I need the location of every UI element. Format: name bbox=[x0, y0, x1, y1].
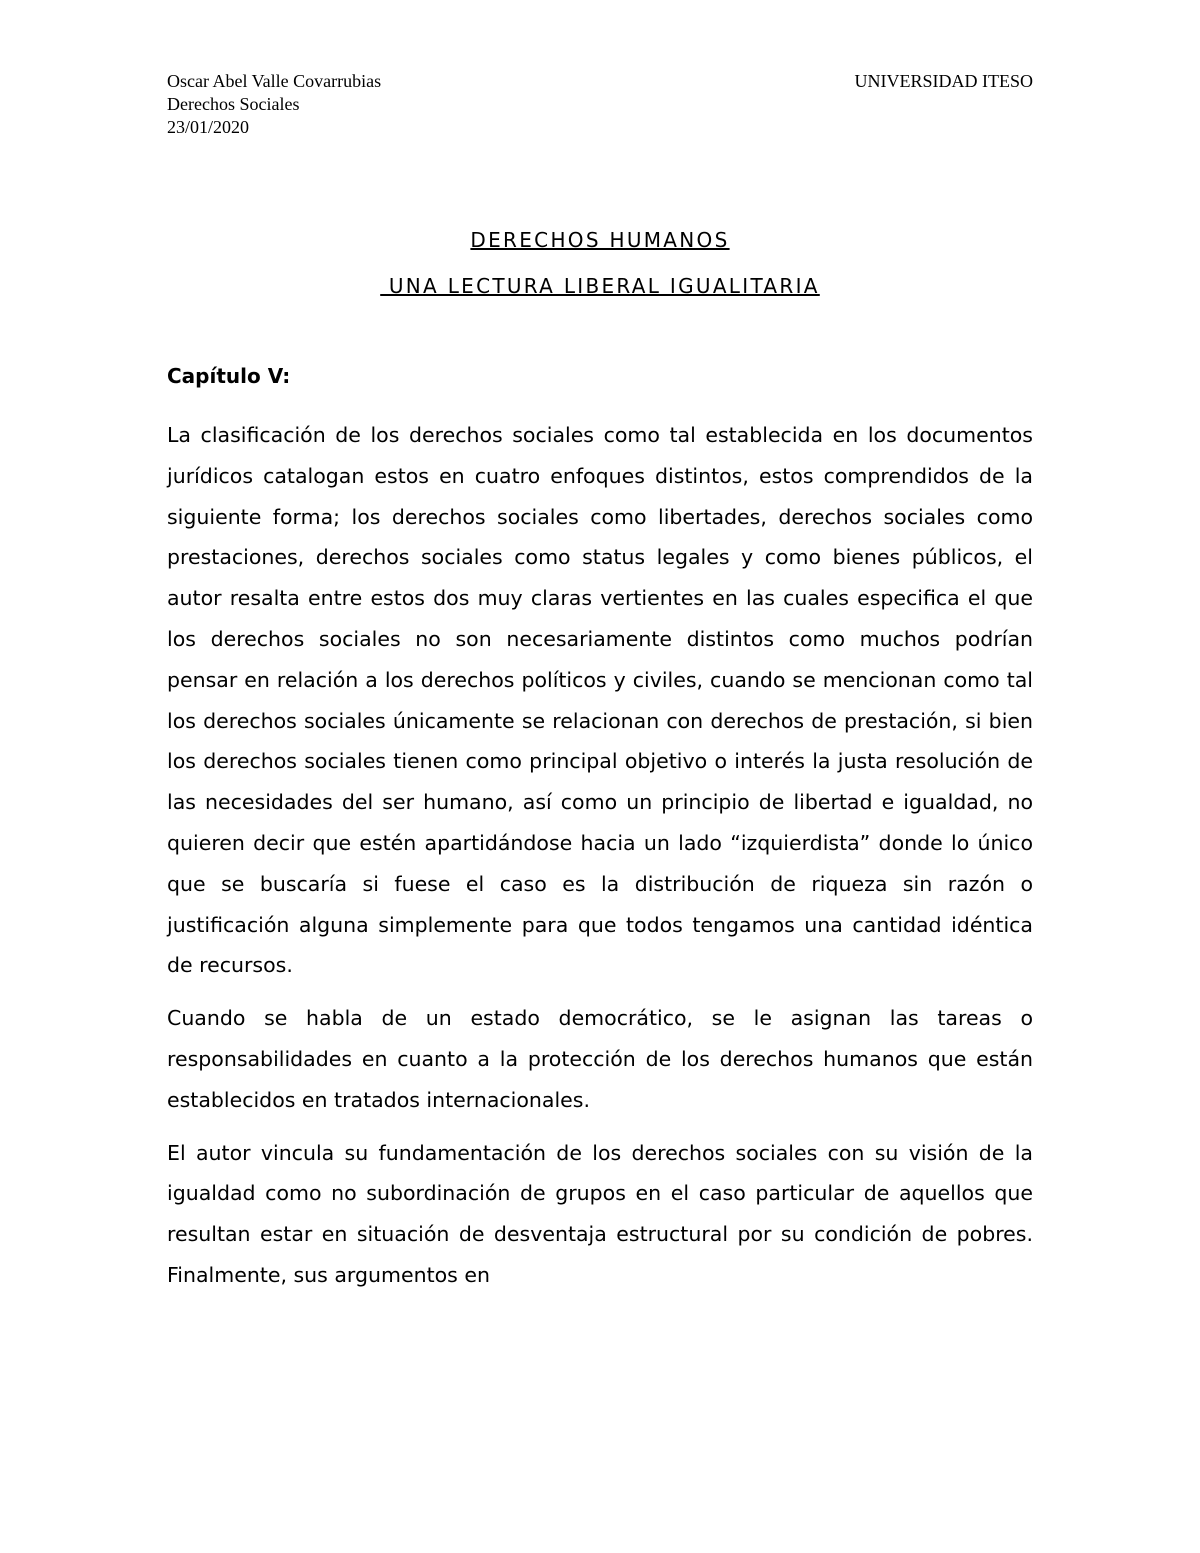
title-line-2: UNA LECTURA LIBERAL IGUALITARIA bbox=[380, 274, 820, 298]
paragraph: El autor vincula su fundamentación de los derechos sociales con su visión de la igualdad como no subordinación de grupos en el caso particular de aquellos que resultan estar en situación de desventaja estructural por su condición de pobres. Finalmente, sus argumentos en bbox=[167, 1140, 1033, 1287]
title-line-1: DERECHOS HUMANOS bbox=[470, 228, 730, 252]
paragraph: Cuando se habla de un estado democrático, se le asignan las tareas o responsabilidades en cuanto a la protección de los derechos humanos que están establecidos en tratados internacionales. bbox=[167, 1006, 1033, 1112]
document-date: 23/01/2020 bbox=[167, 117, 250, 137]
course-name: Derechos Sociales bbox=[167, 94, 300, 114]
body-text bbox=[167, 415, 1033, 1308]
paragraph: La clasificación de los derechos sociales como tal establecida en los documentos jurídicos catalogan estos en cuatro enfoques distintos, estos comprendidos de la siguiente forma; los derechos sociales como libertades, derechos sociales como prestaciones, derechos sociales como status legales y como bienes públicos, el autor resalta entre estos dos muy claras vertientes en las cuales especifica el que los derechos sociales no son necesariamente distintos como muchos podrían pensar en relación a los derechos políticos y civiles, cuando se mencionan como tal los derechos sociales únicamente se relacionan con derechos de prestación, si bien los derechos sociales tienen como principal objetivo o interés la justa resolución de las necesidades del ser humano, así como un principio de libertad e igualdad, no quieren decir que estén apartidándose hacia un lado “izquierdista” donde lo único que se buscaría si fuese el caso es la distribución de riqueza sin razón o justificación alguna simplemente para que todos tengamos una cantidad idéntica de recursos. bbox=[167, 423, 1033, 978]
page-header bbox=[167, 70, 1033, 139]
institution-name: UNIVERSIDAD ITESO bbox=[854, 71, 1033, 91]
author-name: Oscar Abel Valle Covarrubias bbox=[167, 71, 382, 91]
chapter-heading: Capítulo V: bbox=[167, 364, 291, 388]
